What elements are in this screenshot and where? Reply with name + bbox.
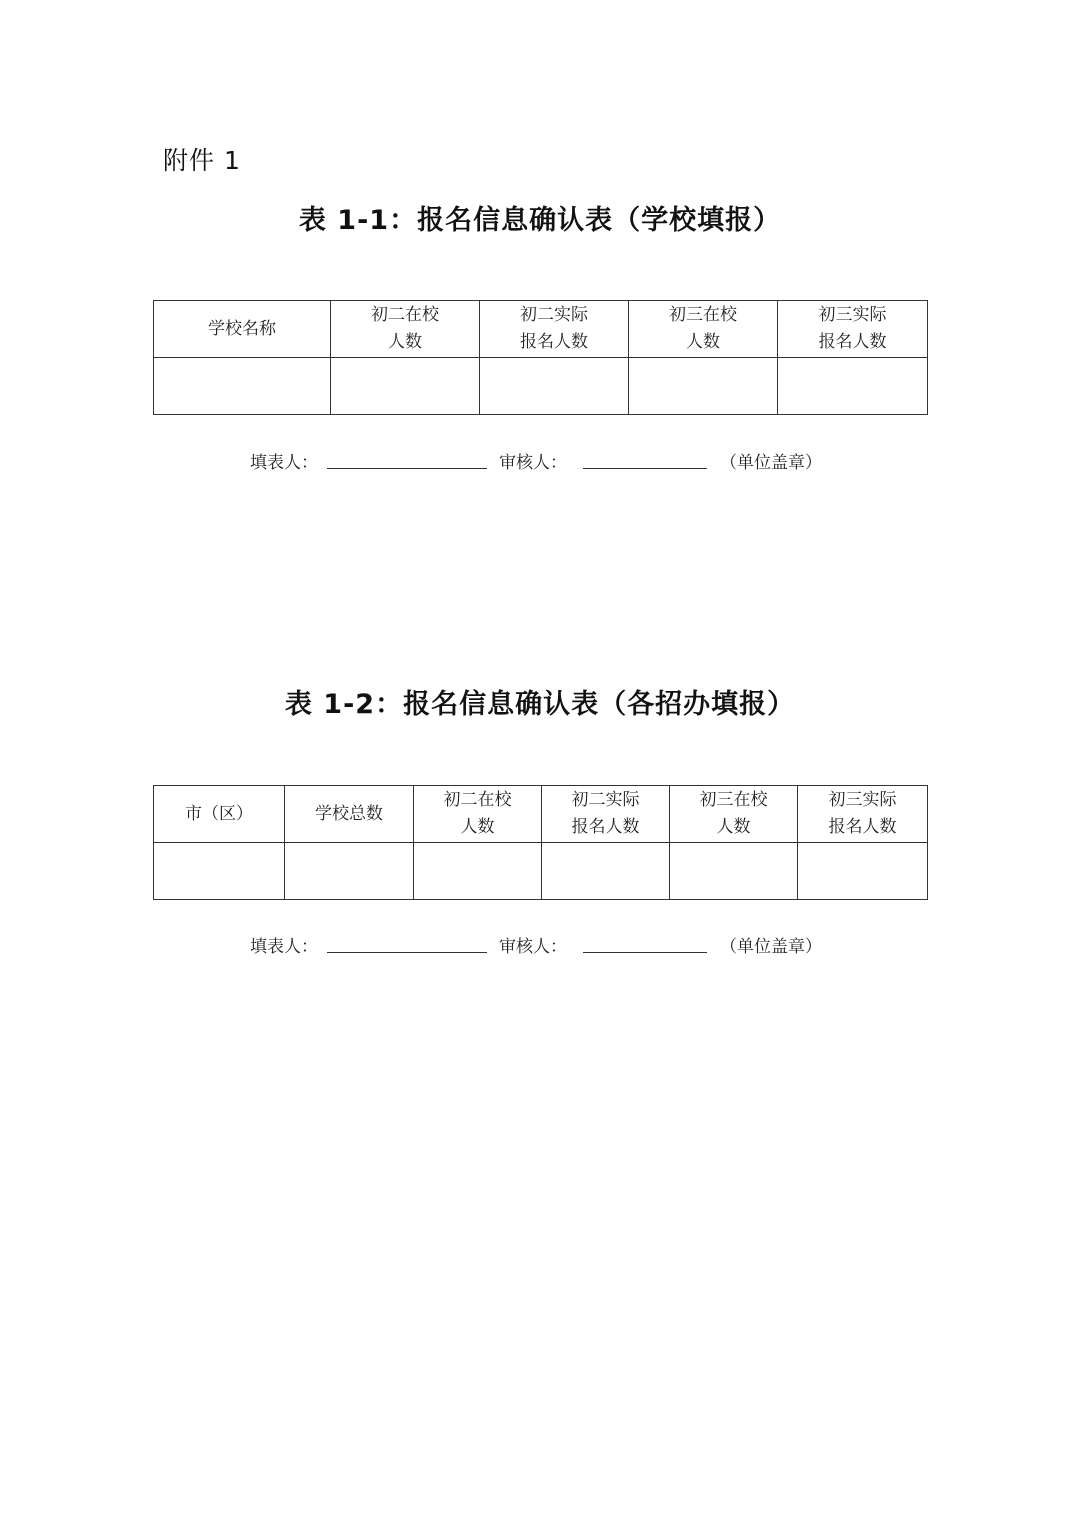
stamp-note: （单位盖章）: [720, 453, 822, 473]
school-registration-table: [153, 300, 928, 415]
stamp-note: （单位盖章）: [720, 937, 822, 957]
cell-grade9-registered[interactable]: [778, 358, 928, 415]
cell-grade9-enrolled[interactable]: [629, 358, 778, 415]
table-header-row: [154, 301, 928, 358]
attachment-label: 附件 1: [163, 146, 241, 175]
header-school-name: 学校名称: [154, 301, 331, 358]
filler-label: 填表人：: [250, 453, 318, 473]
cell-city-district[interactable]: [154, 843, 285, 900]
table-header-row: [154, 786, 928, 843]
cell-grade8-enrolled[interactable]: [331, 358, 480, 415]
cell-school-total[interactable]: [285, 843, 414, 900]
filler-input-line[interactable]: [327, 952, 487, 953]
cell-grade8-enrolled[interactable]: [414, 843, 542, 900]
cell-grade9-enrolled[interactable]: [670, 843, 798, 900]
header-grade8-registered: 初二实际 报名人数: [480, 301, 629, 358]
filler-label: 填表人：: [250, 937, 318, 957]
table-row: [154, 358, 928, 415]
table-1-title: 表 1-1：报名信息确认表（学校填报）: [298, 205, 782, 236]
header-grade9-enrolled: 初三在校 人数: [629, 301, 778, 358]
cell-grade8-registered[interactable]: [480, 358, 629, 415]
cell-grade9-registered[interactable]: [798, 843, 928, 900]
table-2-title: 表 1-2：报名信息确认表（各招办填报）: [284, 689, 796, 720]
table-row: [154, 843, 928, 900]
header-city-district: 市（区）: [154, 786, 285, 843]
reviewer-label: 审核人：: [499, 937, 567, 957]
reviewer-label: 审核人：: [499, 453, 567, 473]
reviewer-input-line[interactable]: [583, 468, 707, 469]
reviewer-input-line[interactable]: [583, 952, 707, 953]
cell-grade8-registered[interactable]: [542, 843, 670, 900]
header-grade8-enrolled: 初二在校 人数: [331, 301, 480, 358]
header-grade9-registered: 初三实际 报名人数: [798, 786, 928, 843]
header-grade9-enrolled: 初三在校 人数: [670, 786, 798, 843]
header-grade8-registered: 初二实际 报名人数: [542, 786, 670, 843]
cell-school-name[interactable]: [154, 358, 331, 415]
header-grade8-enrolled: 初二在校 人数: [414, 786, 542, 843]
office-registration-table: [153, 785, 928, 900]
filler-input-line[interactable]: [327, 468, 487, 469]
header-grade9-registered: 初三实际 报名人数: [778, 301, 928, 358]
header-school-total: 学校总数: [285, 786, 414, 843]
